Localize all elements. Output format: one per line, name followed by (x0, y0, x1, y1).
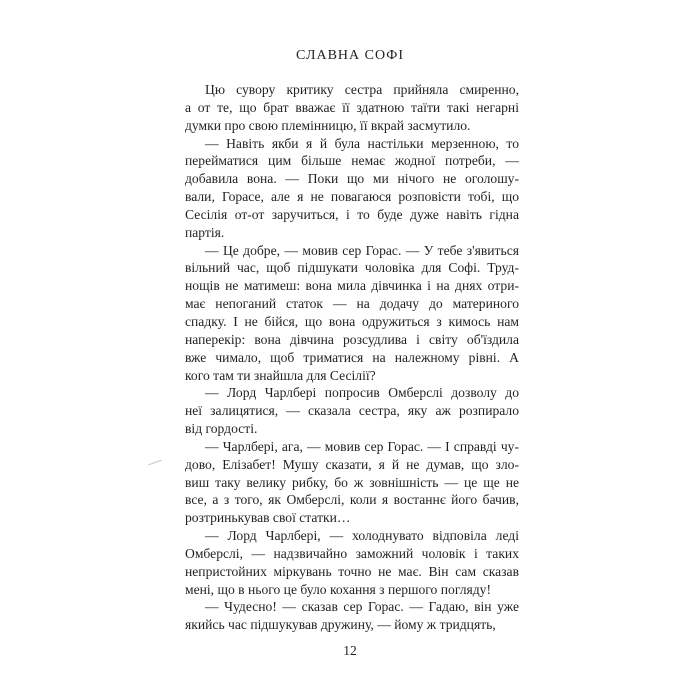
text-line: нощів не матимеш: вона мила дівчинка і на днях отри- (185, 278, 519, 294)
text-line: непристойних міркувань точно не має. Він сам сказав (185, 563, 519, 579)
text-line: вільний час, щоб підшукати чоловіка для Софі. Труд- (185, 260, 519, 276)
text-line: Омберслі, — надзвичайно заможний чоловік і таких (185, 545, 519, 561)
text-line: все, а з того, як Омберслі, коли я востаннє його бачив, (185, 492, 519, 508)
running-head: СЛАВНА СОФІ (296, 48, 404, 63)
page-number: 12 (343, 643, 357, 658)
text-line: дово, Елізабет! Мушу сказати, я й не думав, що зло- (185, 456, 519, 472)
text-line: наперекір: вона дівчина розсудлива і світу об'їздила (185, 331, 519, 347)
text-line: спадку. І не бійся, що вона одружиться з кимось нам (185, 313, 519, 329)
text-line: Сесілія от-от заручиться, і то буде дуже навіть гідна (185, 206, 519, 222)
paragraph (185, 527, 519, 598)
text-line: — Це добре, — мовив сер Горас. — У тебе з'явиться (205, 242, 519, 258)
text-line: Цю сувору критику сестра прийняла смиренно, (205, 82, 519, 97)
text-line: вали, Горасе, але я не повагаюся розповісти тобі, що (185, 189, 519, 205)
paragraph (185, 135, 519, 242)
text-line: партія. (185, 224, 225, 240)
text-line: думки про свою племінницю, її вкрай засмутило. (185, 117, 471, 133)
text-line: якийсь час підшукував дружину, — йому ж тридцять, (185, 617, 496, 633)
text-line: неї залицятися, — сказала сестра, яку аж розпирало (185, 403, 519, 419)
text-line: — Чудесно! — сказав сер Горас. — Гадаю, він уже (205, 599, 519, 615)
text-line: розтринькував свої статки… (185, 510, 351, 526)
text-line: — Лорд Чарлбері попросив Омберслі дозволу до (205, 385, 519, 401)
text-line: а от те, що брат вважає її здатною таїти такі негарні (185, 99, 519, 115)
text-line: перейматися цим більше немає жодної потреби, — (185, 153, 519, 169)
text-line: виш таку велику рибку, бо ж зовнішність — це ще не (185, 474, 519, 490)
text-line: кого там ти знайшла для Сесілії? (185, 367, 376, 383)
paragraph (185, 438, 519, 527)
text-line: від гордості. (185, 421, 258, 437)
paragraph (185, 384, 519, 438)
text-line: — Навіть якби я й була настільки мерзенною, то (205, 135, 519, 151)
paragraph (185, 81, 519, 135)
text-line: добавила вона. — Поки що ми нічого не оголошу- (185, 171, 519, 187)
paragraph (185, 242, 519, 385)
text-line: має непоганий статок — на додачу до материного (185, 296, 519, 312)
text-line: — Лорд Чарлбері, — холоднувато відповіла леді (205, 528, 519, 544)
text-line: мені, що в нього це було кохання з першого погляду! (185, 581, 491, 597)
body-text (185, 81, 519, 634)
text-line: — Чарлбері, ага, — мовив сер Горас. — І справді чу- (205, 438, 519, 454)
text-line: вже чимало, щоб триматися на належному рівні. А (185, 349, 519, 365)
paragraph (185, 598, 519, 634)
scan-mark (148, 460, 161, 466)
